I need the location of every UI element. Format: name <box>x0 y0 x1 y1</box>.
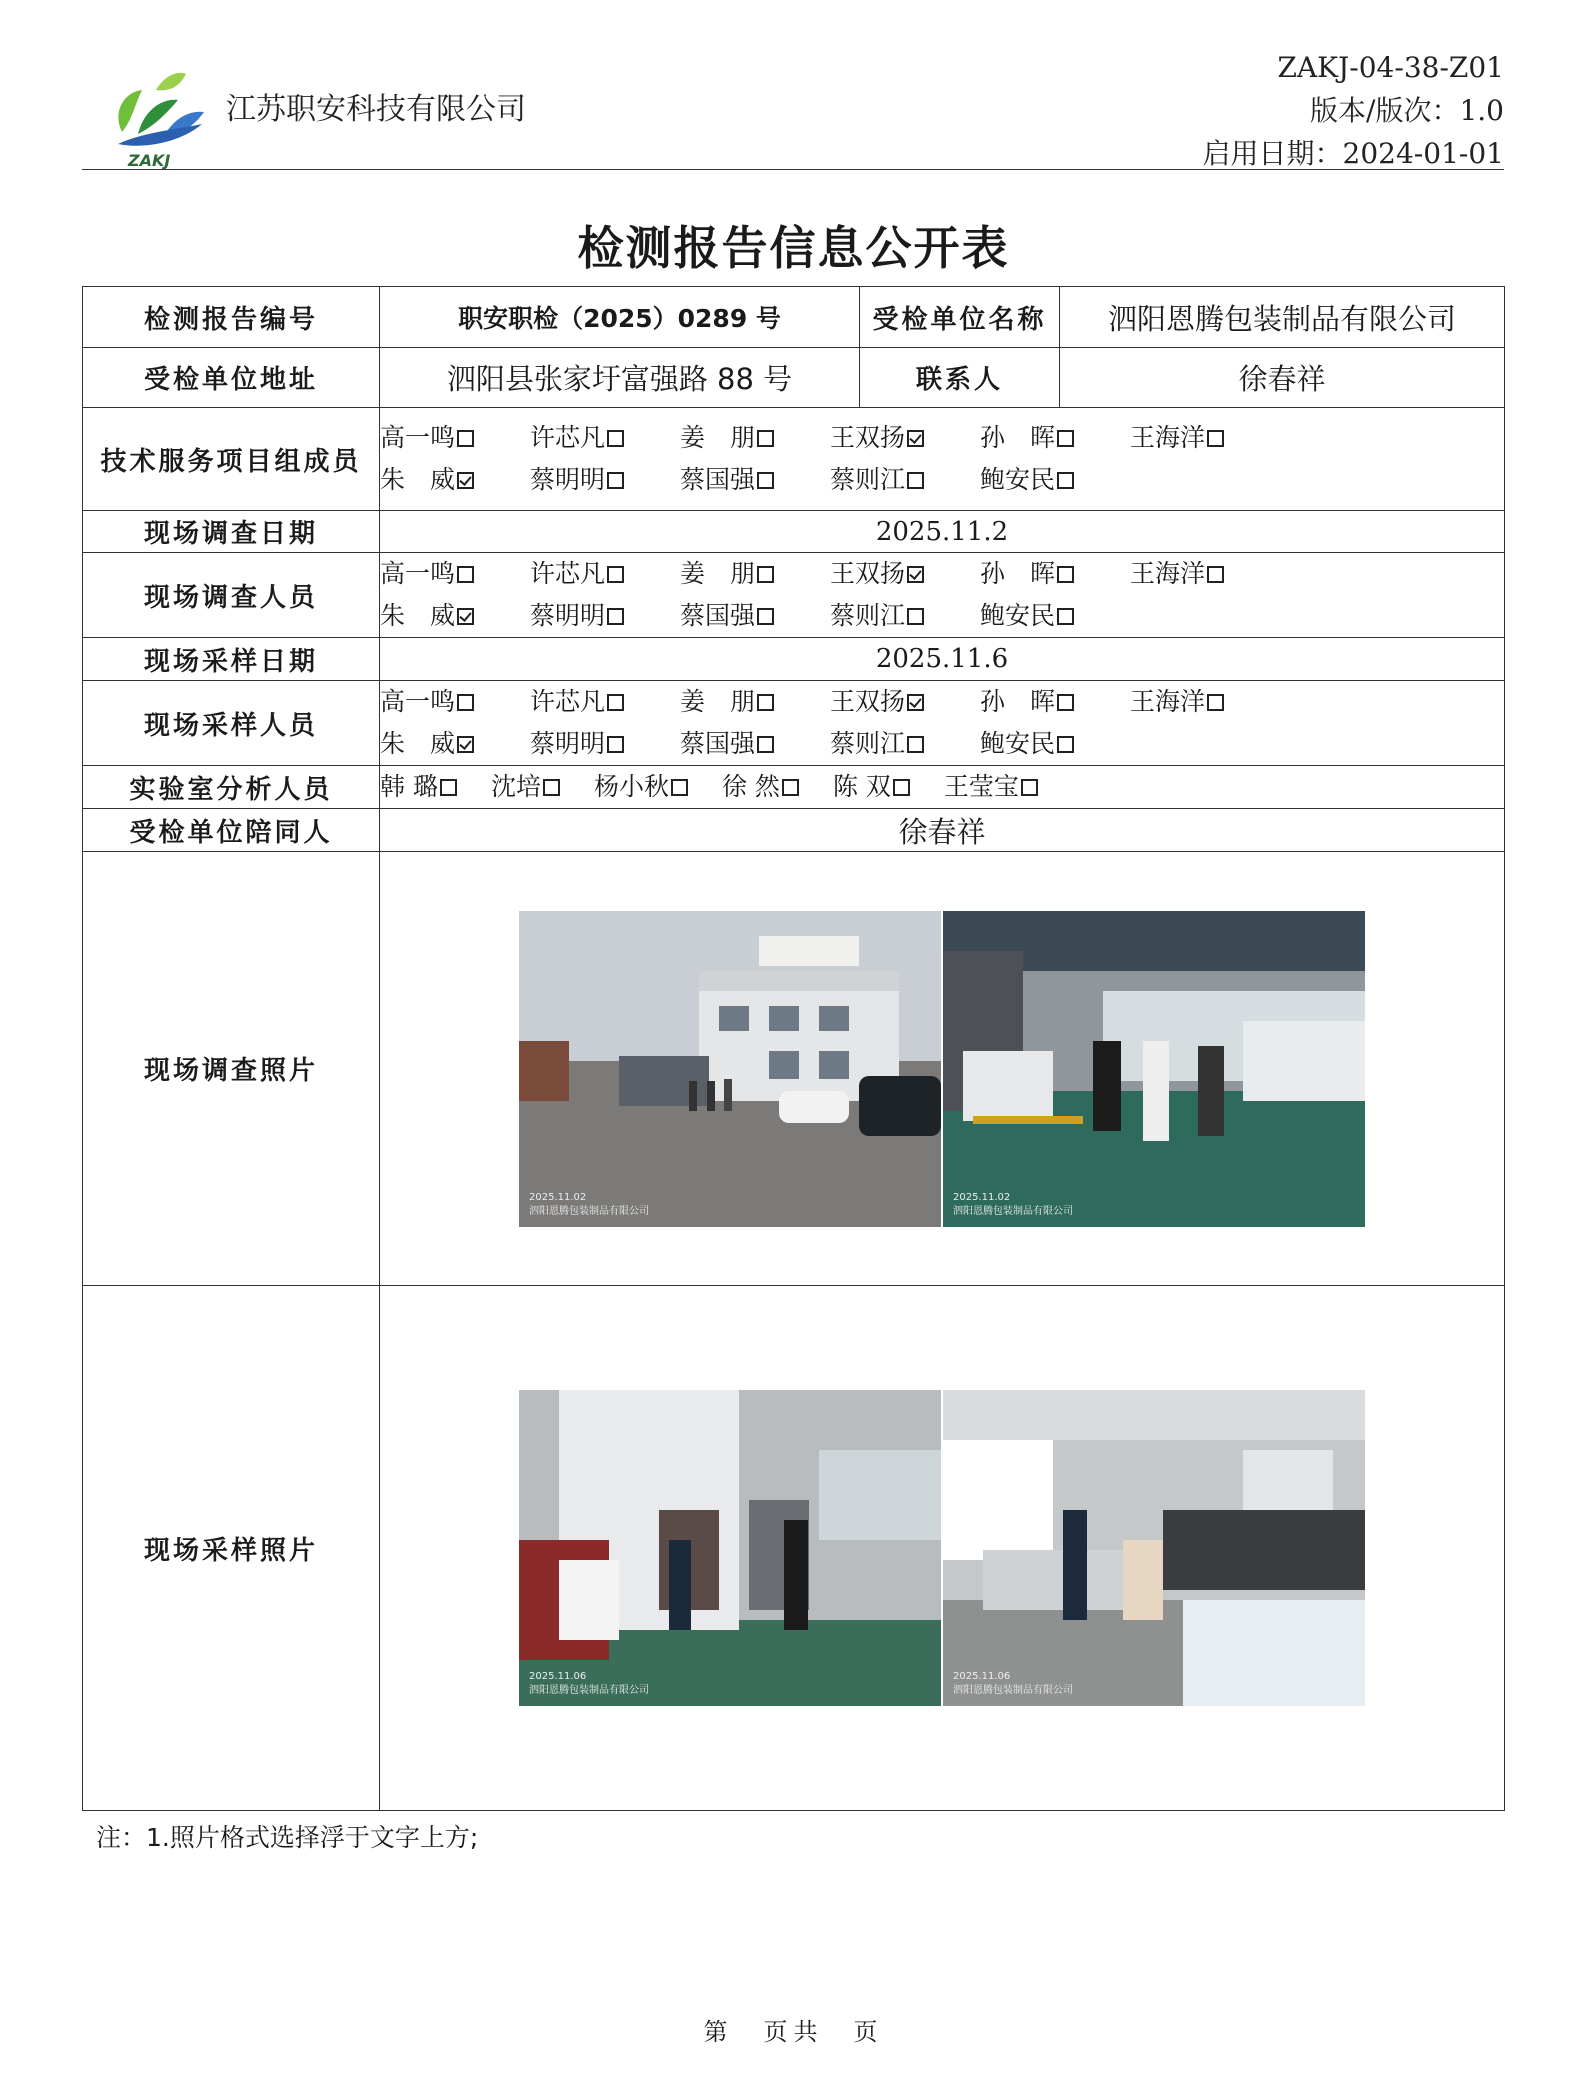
checkbox-icon[interactable] <box>907 736 924 753</box>
report-table <box>82 286 1505 1811</box>
survey-photos <box>380 852 1505 1286</box>
staff-name: 鲍安民 <box>980 729 1056 758</box>
staff-checkbox-item <box>833 766 910 808</box>
staff-name: 蔡明明 <box>530 729 606 758</box>
staff-name: 王海洋 <box>1130 687 1206 716</box>
staff-name: 孙 晖 <box>980 687 1056 716</box>
team-members <box>380 408 1505 511</box>
page-header <box>82 40 1504 168</box>
address-label: 受检单位地址 <box>83 348 380 408</box>
checkbox-icon[interactable] <box>607 694 624 711</box>
checkbox-icon[interactable] <box>607 736 624 753</box>
staff-row <box>380 459 1504 501</box>
staff-name: 王海洋 <box>1130 559 1206 588</box>
photo-caption: 2025.11.02 泗阳恩腾包装制品有限公司 <box>953 1191 1073 1217</box>
staff-name: 蔡国强 <box>680 601 756 630</box>
staff-name: 蔡则江 <box>830 465 906 494</box>
checked-box-icon[interactable] <box>907 566 924 583</box>
staff-checkbox-item <box>830 681 980 723</box>
staff-checkbox-item <box>1130 681 1280 723</box>
staff-checkbox-item <box>680 417 830 459</box>
company-name: 江苏职安科技有限公司 <box>226 92 526 127</box>
sampling-photos <box>380 1286 1505 1811</box>
checkbox-icon[interactable] <box>757 430 774 447</box>
staff-name: 陈 双 <box>832 772 891 801</box>
photo-caption: 2025.11.02 泗阳恩腾包装制品有限公司 <box>529 1191 649 1217</box>
staff-checkbox-item <box>380 723 530 765</box>
staff-name: 蔡国强 <box>680 729 756 758</box>
staff-name: 许芯凡 <box>530 687 606 716</box>
survey-staff-label: 现场调查人员 <box>83 553 380 638</box>
report-no-label: 检测报告编号 <box>83 287 380 348</box>
staff-checkbox-item <box>380 595 530 637</box>
checkbox-icon[interactable] <box>1207 566 1224 583</box>
staff-checkbox-item <box>980 459 1130 501</box>
checkbox-icon[interactable] <box>1057 472 1074 489</box>
staff-checkbox-item <box>980 723 1130 765</box>
staff-row <box>380 553 1504 595</box>
checkbox-icon[interactable] <box>1057 608 1074 625</box>
staff-name: 高一鸣 <box>380 687 456 716</box>
checkbox-icon[interactable] <box>457 430 474 447</box>
staff-name: 蔡则江 <box>830 729 906 758</box>
staff-checkbox-item <box>1130 553 1280 595</box>
staff-checkbox-item <box>680 681 830 723</box>
staff-checkbox-item <box>530 595 680 637</box>
staff-name: 王双扬 <box>830 423 906 452</box>
staff-name: 鲍安民 <box>980 465 1056 494</box>
svg-text:ZAKJ: ZAKJ <box>128 151 171 170</box>
staff-name: 蔡国强 <box>680 465 756 494</box>
staff-name: 姜 朋 <box>680 687 756 716</box>
staff-checkbox-item <box>530 417 680 459</box>
staff-checkbox-item <box>594 766 688 808</box>
checkbox-icon[interactable] <box>607 430 624 447</box>
checkbox-icon[interactable] <box>757 472 774 489</box>
staff-checkbox-item <box>980 595 1130 637</box>
sampling-date-label: 现场采样日期 <box>83 638 380 681</box>
checkbox-icon[interactable] <box>757 566 774 583</box>
checkbox-icon[interactable] <box>607 566 624 583</box>
staff-checkbox-item <box>530 553 680 595</box>
staff-name: 许芯凡 <box>530 559 606 588</box>
unit-name: 泗阳恩腾包装制品有限公司 <box>1060 287 1505 348</box>
survey-staff <box>380 553 1505 638</box>
checkbox-icon[interactable] <box>1021 779 1038 796</box>
staff-name: 朱 威 <box>380 465 456 494</box>
lab-staff-label: 实验室分析人员 <box>83 766 380 809</box>
staff-name: 徐 然 <box>721 772 780 801</box>
survey-photo-warehouse <box>943 911 1365 1227</box>
checked-box-icon[interactable] <box>907 430 924 447</box>
staff-checkbox-item <box>380 417 530 459</box>
staff-row <box>380 595 1504 637</box>
document-code: ZAKJ-04-38-Z01 <box>1277 51 1504 84</box>
staff-name: 杨小秋 <box>593 772 669 801</box>
staff-name: 孙 晖 <box>980 559 1056 588</box>
checkbox-icon[interactable] <box>893 779 910 796</box>
survey-date-label: 现场调查日期 <box>83 511 380 553</box>
staff-name: 蔡则江 <box>830 601 906 630</box>
unit-address: 泗阳县张家圩富强路 88 号 <box>380 348 860 408</box>
staff-checkbox-item <box>491 766 560 808</box>
staff-name: 姜 朋 <box>680 423 756 452</box>
checkbox-icon[interactable] <box>782 779 799 796</box>
staff-checkbox-item <box>830 553 980 595</box>
checkbox-icon[interactable] <box>757 736 774 753</box>
staff-name: 王双扬 <box>830 687 906 716</box>
note: 注：1.照片格式选择浮于文字上方; <box>96 1823 479 1852</box>
checkbox-icon[interactable] <box>457 566 474 583</box>
staff-row <box>380 681 1504 723</box>
checked-box-icon[interactable] <box>457 472 474 489</box>
sampling-staff <box>380 681 1505 766</box>
page-footer: 第 页共 页 <box>703 2018 884 2046</box>
staff-name: 王莹宝 <box>943 772 1019 801</box>
header-divider <box>82 169 1504 170</box>
survey-photo-building <box>519 911 941 1227</box>
contact-label: 联系人 <box>860 348 1060 408</box>
checked-box-icon[interactable] <box>457 736 474 753</box>
checkbox-icon[interactable] <box>1207 430 1224 447</box>
staff-checkbox-item <box>980 553 1130 595</box>
document-info <box>1203 46 1504 175</box>
staff-checkbox-item <box>830 723 980 765</box>
checked-box-icon[interactable] <box>907 694 924 711</box>
staff-checkbox-item <box>530 723 680 765</box>
staff-name: 王双扬 <box>830 559 906 588</box>
staff-checkbox-item <box>980 681 1130 723</box>
staff-checkbox-item <box>380 553 530 595</box>
checkbox-icon[interactable] <box>1057 736 1074 753</box>
photo-caption: 2025.11.06 泗阳恩腾包装制品有限公司 <box>953 1671 1073 1696</box>
staff-checkbox-item <box>680 723 830 765</box>
staff-checkbox-item <box>530 459 680 501</box>
page-title: 检测报告信息公开表 <box>577 221 1010 275</box>
effective-date: 启用日期：2024-01-01 <box>1202 137 1504 170</box>
staff-row <box>380 766 1504 808</box>
staff-name: 朱 威 <box>380 601 456 630</box>
staff-checkbox-item <box>830 595 980 637</box>
checkbox-icon[interactable] <box>907 608 924 625</box>
zakj-logo <box>104 62 214 172</box>
staff-name: 王海洋 <box>1130 423 1206 452</box>
checkbox-icon[interactable] <box>907 472 924 489</box>
checkbox-icon[interactable] <box>607 472 624 489</box>
sampling-photo-machine <box>519 1390 941 1706</box>
checkbox-icon[interactable] <box>757 608 774 625</box>
sampling-staff-label: 现场采样人员 <box>83 681 380 766</box>
staff-name: 蔡明明 <box>530 465 606 494</box>
staff-name: 鲍安民 <box>980 601 1056 630</box>
staff-name: 高一鸣 <box>380 559 456 588</box>
checkbox-icon[interactable] <box>457 694 474 711</box>
sampling-photo-label: 现场采样照片 <box>83 1286 380 1811</box>
contact-person: 徐春祥 <box>1060 348 1505 408</box>
checkbox-icon[interactable] <box>671 779 688 796</box>
staff-row <box>380 417 1504 459</box>
staff-checkbox-item <box>680 553 830 595</box>
checkbox-icon[interactable] <box>757 694 774 711</box>
checkbox-icon[interactable] <box>1207 694 1224 711</box>
checkbox-icon[interactable] <box>543 779 560 796</box>
sampling-photo-workshop <box>943 1390 1365 1706</box>
checkbox-icon[interactable] <box>1057 566 1074 583</box>
staff-checkbox-item <box>680 459 830 501</box>
staff-checkbox-item <box>944 766 1038 808</box>
checkbox-icon[interactable] <box>607 608 624 625</box>
unit-name-label: 受检单位名称 <box>860 287 1060 348</box>
staff-name: 蔡明明 <box>530 601 606 630</box>
staff-checkbox-item <box>380 459 530 501</box>
sampling-date: 2025.11.6 <box>380 638 1505 681</box>
checked-box-icon[interactable] <box>457 608 474 625</box>
staff-checkbox-item <box>722 766 799 808</box>
checkbox-icon[interactable] <box>440 779 457 796</box>
staff-name: 高一鸣 <box>380 423 456 452</box>
checkbox-icon[interactable] <box>1057 430 1074 447</box>
survey-date: 2025.11.2 <box>380 511 1505 553</box>
staff-name: 韩 璐 <box>380 772 438 801</box>
survey-photo-label: 现场调查照片 <box>83 852 380 1286</box>
document-version: 版本/版次：1.0 <box>1310 94 1504 127</box>
staff-name: 沈培 <box>490 772 541 801</box>
photo-caption: 2025.11.06 泗阳恩腾包装制品有限公司 <box>529 1671 649 1696</box>
staff-checkbox-item <box>830 417 980 459</box>
checkbox-icon[interactable] <box>1057 694 1074 711</box>
staff-name: 朱 威 <box>380 729 456 758</box>
staff-name: 许芯凡 <box>530 423 606 452</box>
staff-name: 孙 晖 <box>980 423 1056 452</box>
lab-staff <box>380 766 1505 809</box>
staff-checkbox-item <box>530 681 680 723</box>
escort-label: 受检单位陪同人 <box>83 809 380 852</box>
escort-person: 徐春祥 <box>380 809 1505 852</box>
staff-row <box>380 723 1504 765</box>
report-no: 职安职检（2025）0289 号 <box>380 287 860 348</box>
team-label: 技术服务项目组成员 <box>83 408 380 511</box>
staff-checkbox-item <box>980 417 1130 459</box>
staff-checkbox-item <box>380 681 530 723</box>
staff-checkbox-item <box>680 595 830 637</box>
staff-checkbox-item <box>830 459 980 501</box>
staff-name: 姜 朋 <box>680 559 756 588</box>
staff-checkbox-item <box>1130 417 1280 459</box>
staff-checkbox-item <box>380 766 457 808</box>
